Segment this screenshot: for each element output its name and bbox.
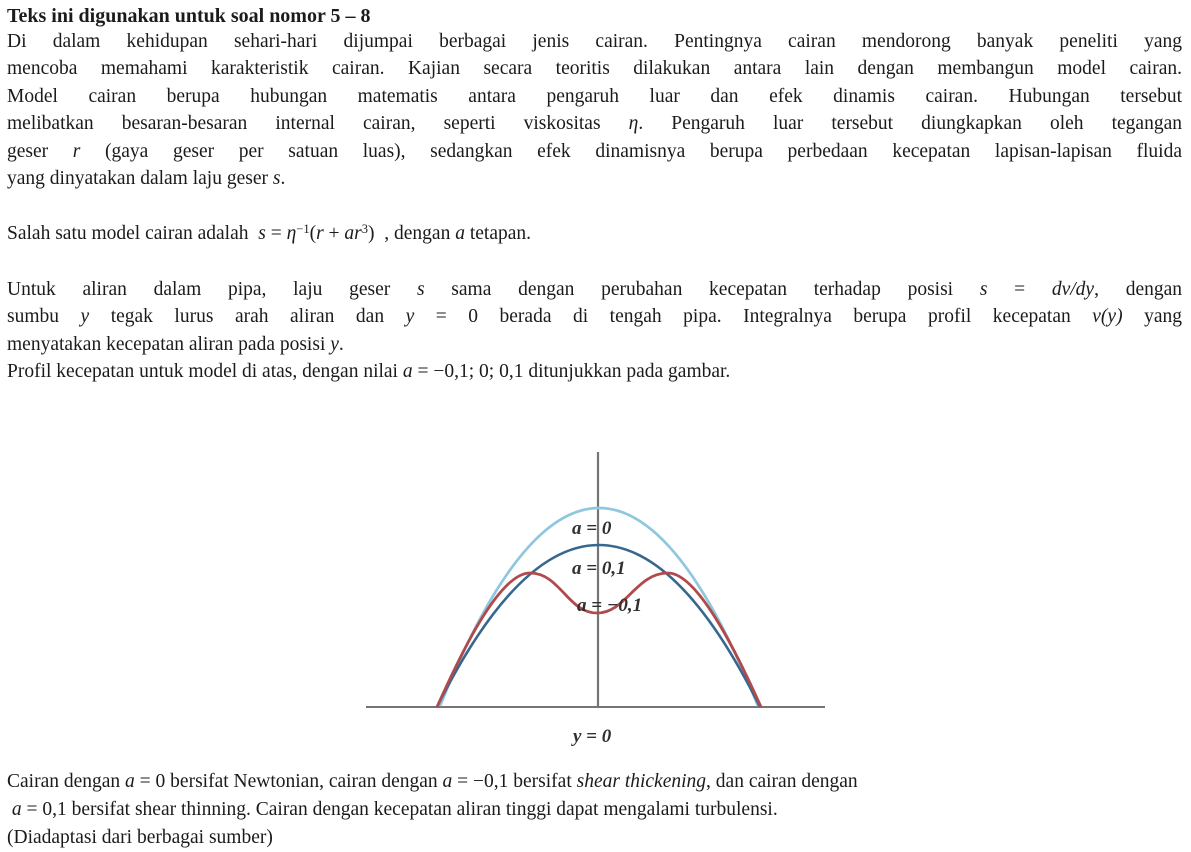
text-segment: = [987,279,1052,300]
label-a-0-1: a = 0,1 [572,558,626,579]
text-segment: = −0,1 bersifat [452,771,577,792]
text-segment: melibatkan besaran-besaran internal cairan, seperti viskositas [7,113,629,135]
text-segment: a [402,361,413,383]
text-segment: η [286,223,297,244]
text-segment: = 0 bersifat Newtonian, cairan dengan [134,771,443,792]
text-segment: Cairan dengan [7,771,126,792]
paragraph-intro [7,28,1182,192]
text-segment: , dengan [374,223,456,244]
text-line [7,28,1182,55]
text-segment: menyatakan kecepatan aliran pada posisi [7,333,331,355]
text-segment: + [323,223,345,244]
text-segment: a [11,799,22,820]
text-line [7,276,1182,303]
text-line [7,331,1182,358]
text-segment: . [280,168,286,190]
label-y-equals-0: y = 0 [573,726,612,747]
text-segment: y [405,306,415,328]
text-segment: geser [7,140,73,162]
text-segment: s [258,223,266,244]
text-segment: Untuk aliran dalam pipa, laju geser [7,279,417,300]
text-segment: r [316,223,324,244]
label-a-neg-0-1: a = −0,1 [577,595,643,616]
velocity-profile-plot [363,445,828,755]
text-segment: sumbu [7,306,81,328]
text-segment: s [272,168,281,190]
text-line [7,768,1182,796]
text-segment: (Diadaptasi dari berbagai sumber) [7,827,273,848]
text-segment: = [265,223,287,244]
text-segment: a [442,771,453,792]
text-segment: , dan cairan dengan [706,771,858,792]
text-segment: . [338,333,344,355]
text-segment: s [979,279,988,300]
text-line [7,824,1182,852]
model-formula-line [7,219,1182,249]
text-line [7,796,1182,824]
text-segment: ( [309,223,317,244]
text-segment: shear thickening [576,771,707,792]
text-segment: Salah satu model cairan adalah [7,223,259,244]
text-segment: (gaya geser per satuan luas), sedangkan efek dinamisnya berupa perbedaan kecepatan lapisan-lapisan fluida [80,140,1182,162]
text-segment: Di dalam kehidupan sehari-hari dijumpai berbagai jenis cairan. Pentingnya cairan mendorong banyak peneliti yang [7,31,1182,52]
text-segment: = −0,1; 0; 0,1 ditunjukkan pada gambar. [412,361,731,383]
text-segment: 3 [361,222,369,236]
text-segment: sama dengan perubahan kecepatan terhadap posisi [424,279,980,300]
text-segment: −1 [296,222,310,236]
paragraph-conclusion [7,768,1182,852]
text-line [7,3,1182,29]
text-segment: s [416,279,425,300]
text-line [7,55,1182,82]
text-segment: tegak lurus arah aliran dan [89,306,406,328]
text-line [7,83,1182,110]
text-segment: . Pengaruh luar tersebut diungkapkan oleh tegangan [638,113,1182,135]
text-segment: r [72,140,81,162]
text-segment: a [125,771,135,792]
text-segment: ) [368,223,375,244]
text-segment: , dengan [1094,279,1183,300]
text-segment: yang [1122,306,1182,328]
text-segment: = 0 berada di tengah pipa. Integralnya berupa profil kecepatan [414,306,1093,328]
text-segment: y [80,306,90,328]
label-a-0: a = 0 [572,518,612,539]
text-segment: yang dinyatakan dalam laju geser [7,168,273,190]
paragraph-pipe-flow [7,276,1182,386]
text-line [7,303,1182,330]
text-segment: Teks ini digunakan untuk soal nomor 5 – 8 [7,5,371,27]
text-segment: tetapan. [464,223,532,244]
text-line [7,110,1182,137]
text-line [7,358,1182,385]
text-segment: v(y) [1092,306,1123,328]
text-line [7,165,1182,192]
text-segment: Profil kecepatan untuk model di atas, dengan nilai [7,361,403,383]
text-segment: y [330,333,339,355]
text-segment: dv/dy [1051,279,1095,300]
text-segment: = 0,1 bersifat shear thinning. Cairan dengan kecepatan aliran tinggi dapat mengalami turbulensi. [21,799,778,820]
text-segment: mencoba memahami karakteristik cairan. Kajian secara teoritis dilakukan antara lain dengan membangun model cairan. [7,58,1182,80]
title [7,3,1182,29]
text-segment: a [455,223,465,244]
velocity-profile-figure [363,445,828,755]
text-line [7,138,1182,165]
text-segment: η [628,113,639,135]
text-segment: ar [344,223,362,244]
text-segment: Model cairan berupa hubungan matematis antara pengaruh luar dan efek dinamis cairan. Hubungan tersebut [7,85,1182,107]
text-line [7,219,1182,249]
